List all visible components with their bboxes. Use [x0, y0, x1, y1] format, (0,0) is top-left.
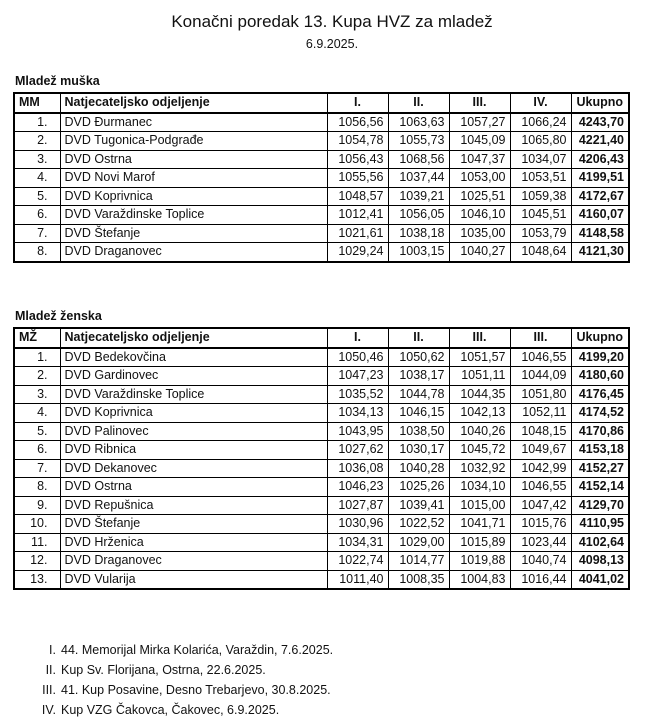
table-row: [14, 515, 629, 534]
legend-key: II.: [45, 663, 56, 677]
total-cell: 4243,70: [571, 113, 629, 132]
header-total: Ukupno: [571, 93, 629, 113]
team-cell: DVD Draganovec: [60, 243, 327, 262]
total-cell: 4160,07: [571, 206, 629, 225]
round-4-cell: 1049,67: [510, 441, 571, 460]
round-3-cell: 1040,26: [449, 422, 510, 441]
round-4-cell: 1048,64: [510, 243, 571, 262]
table-row: [14, 533, 629, 552]
total-cell: 4176,45: [571, 385, 629, 404]
round-2-cell: 1046,15: [388, 404, 449, 423]
header-round-2: II.: [388, 328, 449, 348]
table-row: [14, 422, 629, 441]
round-1-cell: 1011,40: [327, 570, 388, 589]
rank-cell: 6.: [14, 441, 60, 460]
legend-item: [0, 700, 333, 720]
round-4-cell: 1016,44: [510, 570, 571, 589]
round-3-cell: 1034,10: [449, 478, 510, 497]
round-4-cell: 1046,55: [510, 348, 571, 367]
round-1-cell: 1050,46: [327, 348, 388, 367]
table-header-row: [14, 328, 629, 348]
table-row: [14, 552, 629, 571]
round-2-cell: 1022,52: [388, 515, 449, 534]
rank-cell: 4.: [14, 404, 60, 423]
total-cell: 4121,30: [571, 243, 629, 262]
round-3-cell: 1035,00: [449, 224, 510, 243]
round-4-cell: 1040,74: [510, 552, 571, 571]
round-1-cell: 1046,23: [327, 478, 388, 497]
team-cell: DVD Ostrna: [60, 478, 327, 497]
round-2-cell: 1025,26: [388, 478, 449, 497]
round-4-cell: 1015,76: [510, 515, 571, 534]
rank-cell: 2.: [14, 132, 60, 151]
round-3-cell: 1047,37: [449, 150, 510, 169]
rank-cell: 4.: [14, 169, 60, 188]
legend-key: IV.: [41, 703, 56, 717]
legend-item: [0, 680, 333, 700]
rank-cell: 7.: [14, 459, 60, 478]
table-row: [14, 150, 629, 169]
table-row: [14, 478, 629, 497]
round-2-cell: 1038,50: [388, 422, 449, 441]
total-cell: 4221,40: [571, 132, 629, 151]
table-row: [14, 570, 629, 589]
rank-cell: 12.: [14, 552, 60, 571]
table-row: [14, 404, 629, 423]
table-row: [14, 206, 629, 225]
rank-cell: 9.: [14, 496, 60, 515]
team-cell: DVD Varaždinske Toplice: [60, 385, 327, 404]
round-4-cell: 1034,07: [510, 150, 571, 169]
round-1-cell: 1055,56: [327, 169, 388, 188]
round-3-cell: 1004,83: [449, 570, 510, 589]
round-2-cell: 1038,17: [388, 367, 449, 386]
legend-text: Kup VZG Čakovca, Čakovec, 6.9.2025.: [61, 703, 280, 717]
section-title-female: Mladež ženska: [15, 309, 102, 323]
table-row: [14, 132, 629, 151]
header-round-1: I.: [327, 328, 388, 348]
round-4-cell: 1044,09: [510, 367, 571, 386]
total-cell: 4199,20: [571, 348, 629, 367]
table-row: [14, 187, 629, 206]
team-cell: DVD Repušnica: [60, 496, 327, 515]
rank-cell: 7.: [14, 224, 60, 243]
rank-cell: 1.: [14, 113, 60, 132]
results-table-female: [13, 327, 630, 590]
total-cell: 4098,13: [571, 552, 629, 571]
team-cell: DVD Varaždinske Toplice: [60, 206, 327, 225]
header-round-2: II.: [388, 93, 449, 113]
header-team: Natjecateljsko odjeljenje: [60, 93, 327, 113]
rank-cell: 3.: [14, 385, 60, 404]
total-cell: 4206,43: [571, 150, 629, 169]
table-row: [14, 113, 629, 132]
round-2-cell: 1014,77: [388, 552, 449, 571]
round-1-cell: 1056,56: [327, 113, 388, 132]
round-1-cell: 1035,52: [327, 385, 388, 404]
table-row: [14, 243, 629, 262]
legend-key: I.: [49, 643, 56, 657]
round-3-cell: 1032,92: [449, 459, 510, 478]
team-cell: DVD Hrženica: [60, 533, 327, 552]
header-round-3: III.: [449, 328, 510, 348]
table-row: [14, 441, 629, 460]
legend-item: [0, 660, 333, 680]
header-rank: MŽ: [14, 328, 60, 348]
round-4-cell: 1023,44: [510, 533, 571, 552]
round-4-cell: 1047,42: [510, 496, 571, 515]
legend-item: [0, 640, 333, 660]
round-3-cell: 1053,00: [449, 169, 510, 188]
round-3-cell: 1025,51: [449, 187, 510, 206]
round-1-cell: 1043,95: [327, 422, 388, 441]
round-2-cell: 1050,62: [388, 348, 449, 367]
round-3-cell: 1051,11: [449, 367, 510, 386]
table-header-row: [14, 93, 629, 113]
table-row: [14, 348, 629, 367]
total-cell: 4172,67: [571, 187, 629, 206]
team-cell: DVD Štefanje: [60, 224, 327, 243]
table-body: [14, 113, 629, 262]
round-2-cell: 1029,00: [388, 533, 449, 552]
round-3-cell: 1044,35: [449, 385, 510, 404]
team-cell: DVD Vularija: [60, 570, 327, 589]
team-cell: DVD Štefanje: [60, 515, 327, 534]
table-row: [14, 459, 629, 478]
header-team: Natjecateljsko odjeljenje: [60, 328, 327, 348]
round-4-cell: 1046,55: [510, 478, 571, 497]
rank-cell: 5.: [14, 187, 60, 206]
rank-cell: 10.: [14, 515, 60, 534]
round-3-cell: 1051,57: [449, 348, 510, 367]
round-1-cell: 1034,31: [327, 533, 388, 552]
team-cell: DVD Ostrna: [60, 150, 327, 169]
round-1-cell: 1030,96: [327, 515, 388, 534]
header-round-1: I.: [327, 93, 388, 113]
round-3-cell: 1019,88: [449, 552, 510, 571]
table-row: [14, 169, 629, 188]
round-1-cell: 1012,41: [327, 206, 388, 225]
round-4-cell: 1053,51: [510, 169, 571, 188]
header-round-3: III.: [449, 93, 510, 113]
round-4-cell: 1048,15: [510, 422, 571, 441]
round-4-cell: 1065,80: [510, 132, 571, 151]
team-cell: DVD Koprivnica: [60, 187, 327, 206]
round-1-cell: 1056,43: [327, 150, 388, 169]
round-3-cell: 1045,72: [449, 441, 510, 460]
total-cell: 4102,64: [571, 533, 629, 552]
team-cell: DVD Palinovec: [60, 422, 327, 441]
team-cell: DVD Gardinovec: [60, 367, 327, 386]
round-2-cell: 1039,41: [388, 496, 449, 515]
rank-cell: 6.: [14, 206, 60, 225]
rank-cell: 8.: [14, 478, 60, 497]
total-cell: 4153,18: [571, 441, 629, 460]
round-2-cell: 1008,35: [388, 570, 449, 589]
round-2-cell: 1030,17: [388, 441, 449, 460]
round-4-cell: 1045,51: [510, 206, 571, 225]
total-cell: 4110,95: [571, 515, 629, 534]
competition-legend: [0, 640, 333, 720]
results-table-male: [13, 92, 630, 263]
team-cell: DVD Draganovec: [60, 552, 327, 571]
total-cell: 4152,27: [571, 459, 629, 478]
round-2-cell: 1068,56: [388, 150, 449, 169]
total-cell: 4152,14: [571, 478, 629, 497]
round-4-cell: 1042,99: [510, 459, 571, 478]
rank-cell: 11.: [14, 533, 60, 552]
rank-cell: 3.: [14, 150, 60, 169]
round-2-cell: 1003,15: [388, 243, 449, 262]
total-cell: 4199,51: [571, 169, 629, 188]
table-row: [14, 496, 629, 515]
rank-cell: 5.: [14, 422, 60, 441]
round-1-cell: 1021,61: [327, 224, 388, 243]
document-date: 6.9.2025.: [305, 37, 359, 51]
rank-cell: 8.: [14, 243, 60, 262]
legend-text: Kup Sv. Florijana, Ostrna, 22.6.2025.: [61, 663, 266, 677]
table-row: [14, 385, 629, 404]
total-cell: 4170,86: [571, 422, 629, 441]
legend-text: 44. Memorijal Mirka Kolarića, Varaždin, 7.6.2025.: [61, 643, 334, 657]
team-cell: DVD Bedekovčina: [60, 348, 327, 367]
total-cell: 4148,58: [571, 224, 629, 243]
round-4-cell: 1052,11: [510, 404, 571, 423]
total-cell: 4041,02: [571, 570, 629, 589]
round-3-cell: 1041,71: [449, 515, 510, 534]
round-4-cell: 1059,38: [510, 187, 571, 206]
round-2-cell: 1037,44: [388, 169, 449, 188]
round-2-cell: 1055,73: [388, 132, 449, 151]
round-4-cell: 1053,79: [510, 224, 571, 243]
round-3-cell: 1045,09: [449, 132, 510, 151]
round-1-cell: 1036,08: [327, 459, 388, 478]
rank-cell: 13.: [14, 570, 60, 589]
round-4-cell: 1066,24: [510, 113, 571, 132]
round-2-cell: 1038,18: [388, 224, 449, 243]
section-title-male: Mladež muška: [15, 74, 100, 88]
round-1-cell: 1022,74: [327, 552, 388, 571]
table-body: [14, 348, 629, 590]
header-rank: MM: [14, 93, 60, 113]
legend-text: 41. Kup Posavine, Desno Trebarjevo, 30.8.2025.: [61, 683, 331, 697]
round-2-cell: 1063,63: [388, 113, 449, 132]
table-row: [14, 224, 629, 243]
round-3-cell: 1015,00: [449, 496, 510, 515]
rank-cell: 1.: [14, 348, 60, 367]
team-cell: DVD Tugonica-Podgrađe: [60, 132, 327, 151]
round-2-cell: 1044,78: [388, 385, 449, 404]
legend-key: III.: [42, 683, 56, 697]
team-cell: DVD Đurmanec: [60, 113, 327, 132]
round-1-cell: 1047,23: [327, 367, 388, 386]
team-cell: DVD Dekanovec: [60, 459, 327, 478]
round-3-cell: 1015,89: [449, 533, 510, 552]
round-1-cell: 1027,62: [327, 441, 388, 460]
header-round-4: III.: [510, 328, 571, 348]
round-2-cell: 1040,28: [388, 459, 449, 478]
team-cell: DVD Novi Marof: [60, 169, 327, 188]
round-3-cell: 1046,10: [449, 206, 510, 225]
total-cell: 4174,52: [571, 404, 629, 423]
team-cell: DVD Koprivnica: [60, 404, 327, 423]
total-cell: 4129,70: [571, 496, 629, 515]
round-4-cell: 1051,80: [510, 385, 571, 404]
round-1-cell: 1034,13: [327, 404, 388, 423]
round-3-cell: 1040,27: [449, 243, 510, 262]
total-cell: 4180,60: [571, 367, 629, 386]
table-row: [14, 367, 629, 386]
round-3-cell: 1042,13: [449, 404, 510, 423]
round-2-cell: 1056,05: [388, 206, 449, 225]
round-2-cell: 1039,21: [388, 187, 449, 206]
round-1-cell: 1054,78: [327, 132, 388, 151]
team-cell: DVD Ribnica: [60, 441, 327, 460]
document-title: Konačni poredak 13. Kupa HVZ za mladež: [171, 12, 493, 31]
header-round-4: IV.: [510, 93, 571, 113]
round-1-cell: 1027,87: [327, 496, 388, 515]
rank-cell: 2.: [14, 367, 60, 386]
round-3-cell: 1057,27: [449, 113, 510, 132]
header-total: Ukupno: [571, 328, 629, 348]
round-1-cell: 1029,24: [327, 243, 388, 262]
round-1-cell: 1048,57: [327, 187, 388, 206]
